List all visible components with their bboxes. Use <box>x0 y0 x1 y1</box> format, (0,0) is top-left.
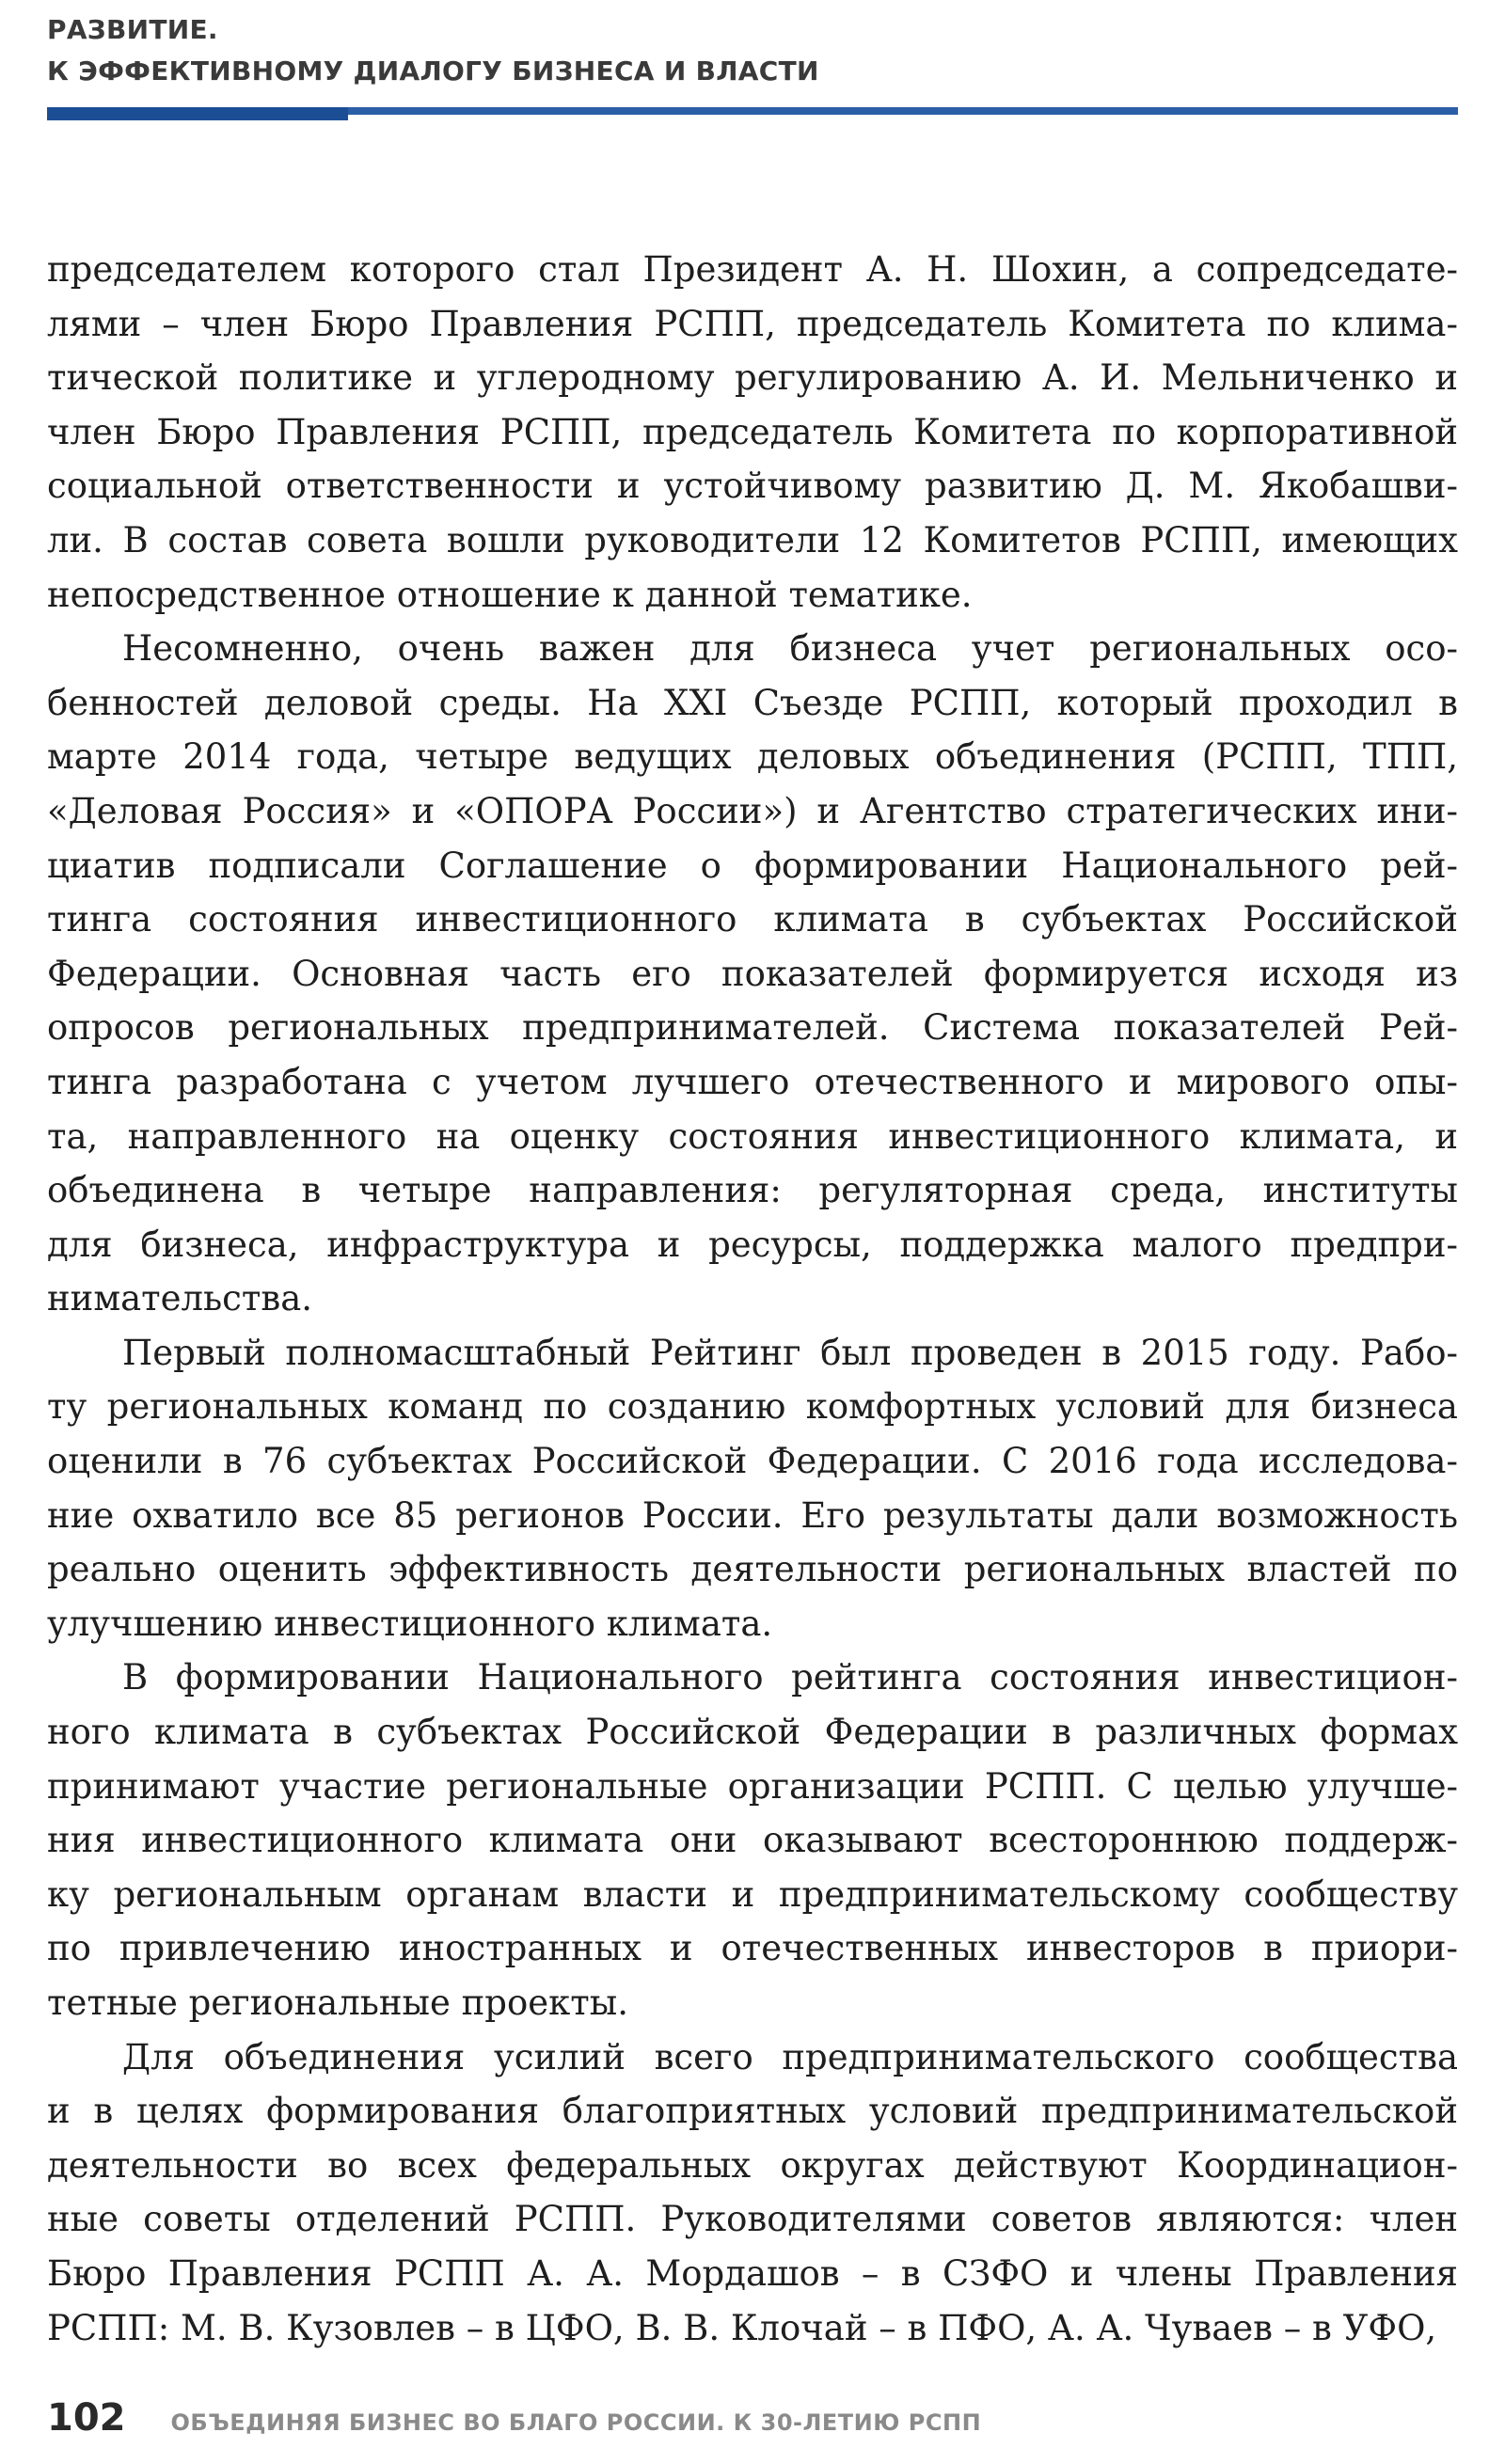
text-line: тинга разработана с учетом лучшего отечественного и мирового опы- <box>47 1061 1458 1102</box>
text-line: ту региональных команд по созданию комфортных условий для бизнеса <box>47 1386 1458 1428</box>
text-line: Бюро Правления РСПП А. А. Мордашов – в СЗФО и члены Правления <box>47 2252 1458 2294</box>
text-line: Первый полномасштабный Рейтинг был проведен в 2015 году. Рабо- <box>122 1332 1458 1373</box>
paragraph <box>47 622 1458 1326</box>
text-line: В формировании Национального рейтинга состояния инвестицион- <box>122 1657 1458 1698</box>
text-line: Для объединения усилий всего предпринимательского сообщества <box>122 2036 1458 2077</box>
page-footer <box>47 2396 981 2443</box>
running-head <box>47 9 819 92</box>
text-line: и в целях формирования благоприятных условий предпринимательской <box>47 2091 1458 2132</box>
text-line: Федерации. Основная часть его показателей формируется исходя из <box>47 953 1458 994</box>
text-line: деятельности во всех федеральных округах действуют Координацион- <box>47 2144 1458 2186</box>
footer-title: ОБЪЕДИНЯЯ БИЗНЕС ВО БЛАГО РОССИИ. К 30-ЛЕТИЮ РСПП <box>170 2409 982 2436</box>
text-line: лями – член Бюро Правления РСПП, председатель Комитета по клима- <box>47 303 1458 344</box>
text-line: председателем которого стал Президент А. Н. Шохин, а сопредседате- <box>47 249 1458 290</box>
paragraph <box>47 243 1458 622</box>
text-line: тетные региональные проекты. <box>47 1982 628 2023</box>
page-number: 102 <box>47 2396 126 2440</box>
text-line: опросов региональных предпринимателей. Система показателей Рей- <box>47 1007 1458 1049</box>
paragraph <box>47 1326 1458 1651</box>
text-line: «Деловая Россия» и «ОПОРА России») и Агентство стратегических ини- <box>47 790 1458 831</box>
paragraph <box>47 1651 1458 2030</box>
text-line: тинга состояния инвестиционного климата в субъектах Российской <box>47 899 1458 940</box>
text-line: непосредственное отношение к данной тематике. <box>47 574 973 615</box>
running-head-line-2: К ЭФФЕКТИВНОМУ ДИАЛОГУ БИЗНЕСА И ВЛАСТИ <box>47 55 819 87</box>
text-line: для бизнеса, инфраструктура и ресурсы, поддержка малого предпри- <box>47 1224 1458 1265</box>
body-text <box>47 243 1458 2355</box>
text-line: циатив подписали Соглашение о формировании Национального рей- <box>47 845 1458 886</box>
text-line: Несомненно, очень важен для бизнеса учет региональных осо- <box>122 628 1458 670</box>
text-line: та, направленного на оценку состояния инвестиционного климата, и <box>47 1115 1458 1157</box>
text-line: социальной ответственности и устойчивому развитию Д. М. Якобашви- <box>47 466 1458 507</box>
text-line: объединена в четыре направления: регуляторная среда, институты <box>47 1170 1458 1211</box>
text-line: нимательства. <box>47 1278 313 1319</box>
text-line: ного климата в субъектах Российской Федерации в различных формах <box>47 1712 1458 1753</box>
text-line: реально оценить эффективность деятельности региональных властей по <box>47 1549 1458 1590</box>
text-line: ли. В состав совета вошли руководители 12 Комитетов РСПП, имеющих <box>47 519 1458 561</box>
paragraph <box>47 2030 1458 2356</box>
text-line: принимают участие региональные организации РСПП. С целью улучше- <box>47 1765 1458 1807</box>
text-line: ку региональным органам власти и предпринимательскому сообществу <box>47 1873 1458 1915</box>
text-line: бенностей деловой среды. На XXI Съезде РСПП, который проходил в <box>47 682 1458 723</box>
header-rule-accent <box>47 107 348 120</box>
running-head-line-1: РАЗВИТИЕ. <box>47 14 218 45</box>
text-line: ные советы отделений РСПП. Руководителями советов являются: член <box>47 2199 1458 2240</box>
text-line: марте 2014 года, четыре ведущих деловых объединения (РСПП, ТПП, <box>47 736 1458 778</box>
text-line: оценили в 76 субъектах Российской Федерации. С 2016 года исследова- <box>47 1441 1458 1482</box>
text-line: ния инвестиционного климата они оказывают всестороннюю поддерж- <box>47 1820 1458 1861</box>
text-line: улучшению инвестиционного климата. <box>47 1603 773 1644</box>
text-line: член Бюро Правления РСПП, председатель Комитета по корпоративной <box>47 411 1458 452</box>
text-line: по привлечению иностранных и отечественных инвесторов в приори- <box>47 1928 1458 1969</box>
text-line: тической политике и углеродному регулированию А. И. Мельниченко и <box>47 357 1458 399</box>
text-line: ние охватило все 85 регионов России. Его результаты дали возможность <box>47 1494 1458 1536</box>
text-line: РСПП: М. В. Кузовлев – в ЦФО, В. В. Клочай – в ПФО, А. А. Чуваев – в УФО, <box>47 2307 1437 2348</box>
